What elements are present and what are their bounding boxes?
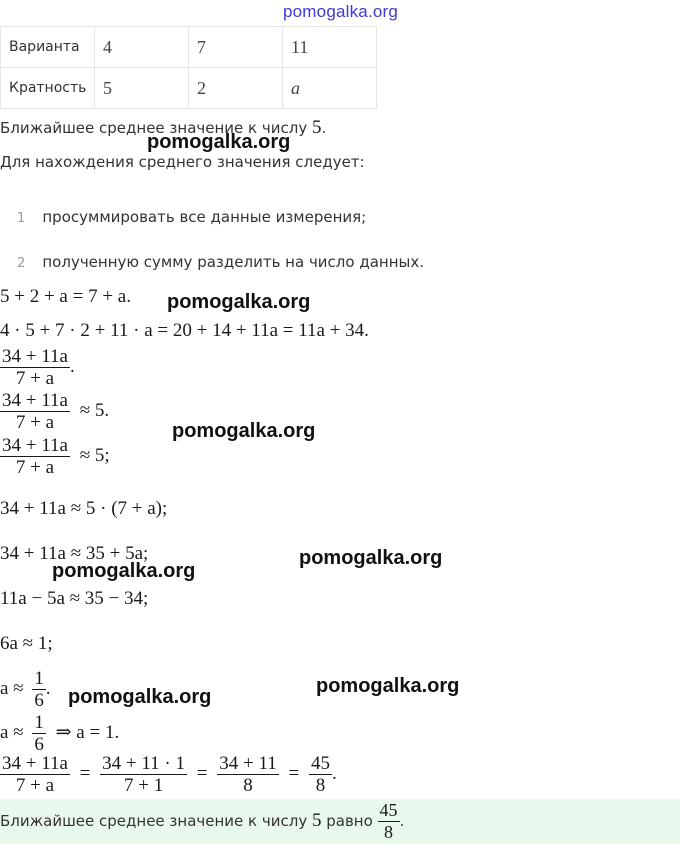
equation-weighted-sum: 4 · 5 + 7 · 2 + 11 · a = 20 + 14 + 11a = 11a + 34.: [0, 320, 369, 341]
equation-mean-fraction: $\frac{34 + 11a}{7 + a}$ .: [2, 346, 75, 389]
variant-table: [0, 26, 377, 109]
table-cell: 11: [283, 27, 377, 68]
table-row-frequencies: [1, 68, 377, 109]
equation-sum-frequencies: 5 + 2 + a = 7 + a.: [0, 286, 131, 307]
table-cell: a: [283, 68, 377, 109]
equation-step: 6a ≈ 1;: [0, 633, 53, 654]
watermark: pomogalka.org: [316, 675, 460, 697]
equation-substitution: $\frac{34 + 11a}{7 + a}$ = $\frac{34 + 11 \cdot 1}{7 + 1}$ = $\frac{34 + 11}{8}$ = $\frac{45}{8}$ .: [2, 753, 337, 796]
table-row-variants: [1, 27, 377, 68]
equation-mean-approx: $\frac{34 + 11a}{7 + a}$ ≈ 5;: [2, 435, 110, 478]
equation-step: 34 + 11a ≈ 5 · (7 + a);: [0, 498, 168, 519]
watermark: pomogalka.org: [147, 131, 291, 153]
table-cell: 5: [95, 68, 189, 109]
equation-mean-approx: $\frac{34 + 11a}{7 + a}$ ≈ 5.: [2, 390, 110, 433]
equation-a-approx: a ≈ $\frac{1}{6}$ .: [0, 668, 51, 711]
step-text: просуммировать все данные измерения;: [42, 208, 367, 226]
step-item: [17, 252, 424, 271]
step-text: полученную сумму разделить на число данных.: [42, 253, 424, 271]
method-text: Для нахождения среднего значения следует:: [0, 153, 365, 171]
watermark: pomogalka.org: [299, 547, 443, 569]
step-item: [17, 207, 366, 226]
step-number: 2: [17, 256, 26, 271]
step-number: 1: [17, 211, 26, 226]
equation-a-rounded: a ≈ $\frac{1}{6}$ ⇒ a = 1.: [0, 712, 120, 755]
watermark: pomogalka.org: [68, 686, 212, 708]
equation-step: 34 + 11a ≈ 35 + 5a;: [0, 543, 149, 564]
table-cell: 2: [189, 68, 283, 109]
conclusion-text: Ближайшее среднее значение к числу 5 равно $\frac{45}{8}$ .: [0, 800, 405, 842]
table-cell: 4: [95, 27, 189, 68]
watermark-top: pomogalka.org: [283, 2, 399, 21]
table-header-variant: Варианта: [1, 27, 95, 68]
intro-text: Ближайшее среднее значение к числу 5.: [0, 117, 327, 138]
watermark: pomogalka.org: [52, 560, 196, 582]
watermark: pomogalka.org: [167, 291, 311, 313]
equation-step: 11a − 5a ≈ 35 − 34;: [0, 588, 149, 609]
watermark: pomogalka.org: [172, 420, 316, 442]
table-cell: 7: [189, 27, 283, 68]
table-header-frequency: Кратность: [1, 68, 95, 109]
